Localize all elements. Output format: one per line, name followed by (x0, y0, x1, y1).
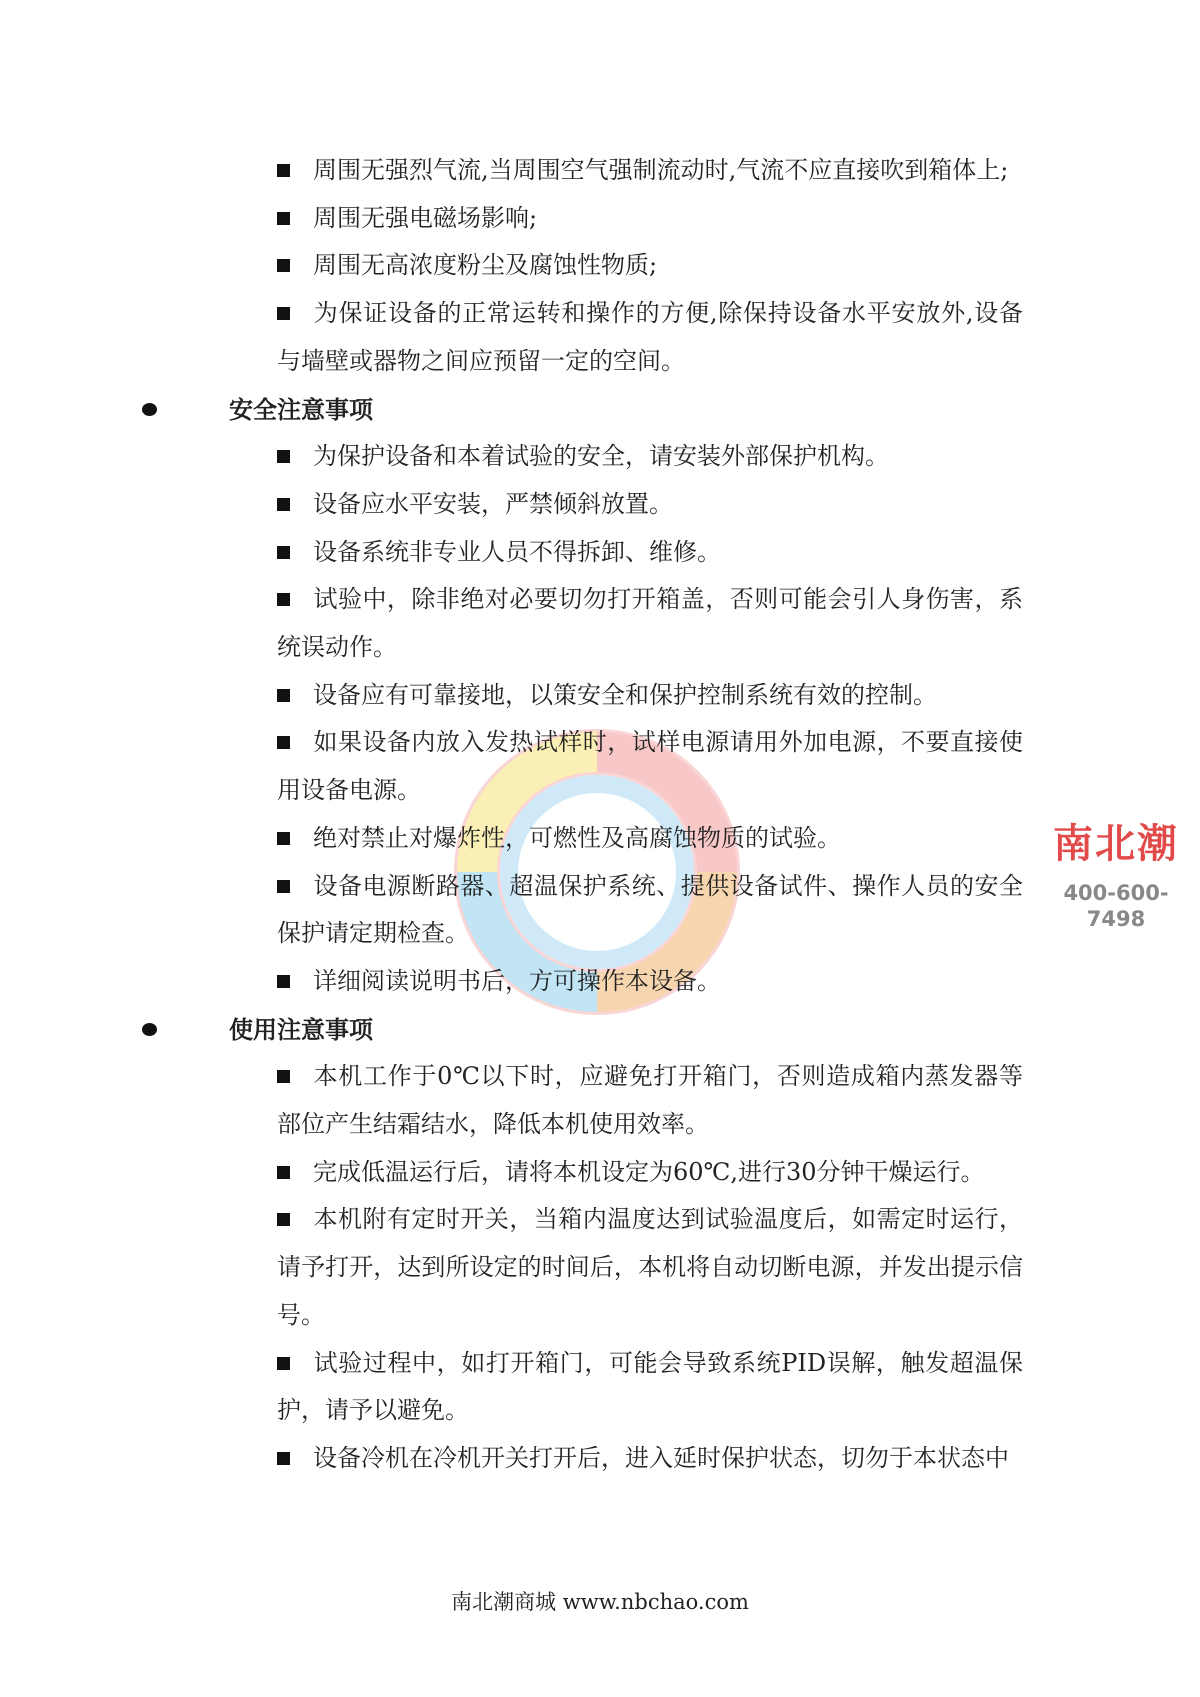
item-text: 设备应有可靠接地，以策安全和保护控制系统有效的控制。 (313, 680, 937, 709)
list-item (277, 719, 1023, 814)
item-text: 详细阅读说明书后，方可操作本设备。 (313, 966, 721, 995)
list-item (277, 290, 1023, 385)
square-bullet-icon (277, 546, 290, 559)
item-text: 绝对禁止对爆炸性，可燃性及高腐蚀物质的试验。 (313, 823, 841, 852)
square-bullet-icon (277, 832, 290, 845)
round-bullet-icon (142, 1023, 157, 1036)
item-text: 周围无强烈气流,当周围空气强制流动时,气流不应直接吹到箱体上; (313, 156, 1009, 184)
item-text: 试验中，除非绝对必要切勿打开箱盖，否则可能会引人身伤害，系统误动作。 (277, 585, 1023, 662)
watermark-phone: 400-600-7498 (1063, 881, 1169, 931)
list-item (277, 433, 1023, 481)
item-text: 完成低温运行后，请将本机设定为60℃,进行30分钟干燥运行。 (313, 1157, 985, 1186)
item-text: 本机附有定时开关，当箱内温度达到试验温度后，如需定时运行，请予打开，达到所设定的时间后，本机将自动切断电源，并发出提示信号。 (277, 1205, 1023, 1329)
list-item (277, 1149, 1023, 1197)
square-bullet-icon (277, 259, 290, 272)
item-text: 设备应水平安装，严禁倾斜放置。 (313, 489, 673, 518)
list-item (277, 1196, 1023, 1339)
square-bullet-icon (277, 975, 290, 988)
section-heading-usage (150, 1006, 1023, 1054)
heading-text: 使用注意事项 (229, 1014, 373, 1044)
heading-text: 安全注意事项 (229, 394, 373, 424)
square-bullet-icon (277, 1357, 290, 1370)
list-item (277, 863, 1023, 958)
square-bullet-icon (277, 1213, 290, 1226)
item-text: 设备电源断路器、超温保护系统、提供设备试件、操作人员的安全保护请定期检查。 (277, 871, 1023, 948)
section-heading-safety (150, 386, 1023, 434)
square-bullet-icon (277, 498, 290, 511)
square-bullet-icon (277, 450, 290, 463)
square-bullet-icon (277, 736, 290, 749)
list-item (277, 672, 1023, 720)
item-text: 设备系统非专业人员不得拆卸、维修。 (313, 537, 721, 566)
item-text: 设备冷机在冷机开关打开后，进入延时保护状态，切勿于本状态中 (313, 1443, 1009, 1472)
list-item (277, 529, 1023, 577)
list-item (277, 481, 1023, 529)
list-item (277, 576, 1023, 671)
square-bullet-icon (277, 880, 290, 893)
list-item (277, 195, 1023, 243)
square-bullet-icon (277, 689, 290, 702)
item-text: 为保护设备和本着试验的安全，请安装外部保护机构。 (313, 442, 889, 471)
list-item (277, 958, 1023, 1006)
list-item (277, 1340, 1023, 1435)
page-footer: 南北潮商城 www.nbchao.com (451, 1590, 749, 1614)
square-bullet-icon (277, 1452, 290, 1465)
document-body (150, 147, 1023, 1483)
watermark-name: 南北潮 (1053, 821, 1179, 867)
item-text: 本机工作于0℃以下时，应避免打开箱门，否则造成箱内蒸发器等部位产生结霜结水，降低本机使用效率。 (277, 1062, 1023, 1139)
square-bullet-icon (277, 1166, 290, 1179)
list-item (277, 147, 1023, 195)
square-bullet-icon (277, 1070, 290, 1083)
item-text: 为保证设备的正常运转和操作的方便,除保持设备水平安放外,设备与墙壁或器物之间应预留一定的空间。 (277, 299, 1023, 375)
list-item (277, 1435, 1023, 1483)
list-item (277, 1053, 1023, 1148)
square-bullet-icon (277, 212, 290, 225)
list-item (277, 242, 1023, 290)
square-bullet-icon (277, 164, 290, 177)
item-text: 如果设备内放入发热试样时，试样电源请用外加电源，不要直接使用设备电源。 (277, 728, 1023, 805)
item-text: 周围无高浓度粉尘及腐蚀性物质; (313, 251, 658, 280)
square-bullet-icon (277, 307, 290, 320)
round-bullet-icon (142, 403, 157, 416)
item-text: 周围无强电磁场影响; (313, 203, 538, 232)
square-bullet-icon (277, 593, 290, 606)
item-text: 试验过程中，如打开箱门，可能会导致系统PID误解，触发超温保护，请予以避免。 (277, 1348, 1023, 1425)
list-item (277, 815, 1023, 863)
